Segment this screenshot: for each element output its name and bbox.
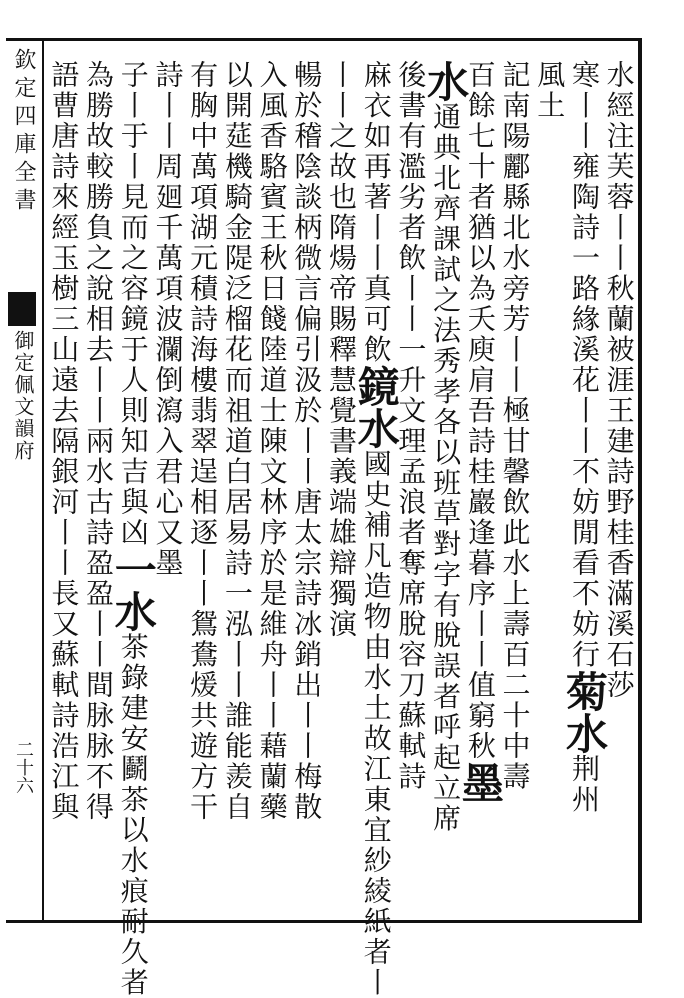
text-column xyxy=(351,60,401,998)
column-text: 入風香駱賓王秋日餞陸道士陳文林序於是維舟丨丨藉蘭藥 xyxy=(255,60,289,823)
text-column xyxy=(184,60,220,823)
column-text: 語曹唐詩來經玉樹三山遠去隔銀河丨丨長又蘇軾詩浩江與 xyxy=(47,60,81,823)
text-column xyxy=(149,60,185,579)
headword: 鏡水 xyxy=(351,365,401,449)
text-column xyxy=(108,60,158,998)
column-text: 詩丨丨周廻千萬項波瀾倒瀉入君心又墨 xyxy=(151,60,185,579)
column-text: 記南陽酈縣北水旁芳丨丨極甘馨飲此水上壽百二十中壽 xyxy=(498,60,532,792)
frame-bottom-line xyxy=(6,920,642,923)
text-column xyxy=(254,60,290,823)
column-text: 暢於稽陰談柄微言偏引汲於丨丨唐太宗詩冰銷出丨丨梅散 xyxy=(290,60,324,823)
fishtail-mark xyxy=(8,292,36,326)
column-text: 後書有濫劣者飲丨丨一升文理孟浪者奪席脫容刀蘇軾詩 xyxy=(394,60,428,792)
text-column xyxy=(323,60,359,640)
column-text: 風土 xyxy=(533,60,567,121)
margin-top-title: 欽定四庫全書 xyxy=(11,48,36,216)
column-text: 通典北齊課試之法秀孝各以班草對字有脫誤者呼起立席 xyxy=(429,102,463,834)
text-column xyxy=(421,60,471,834)
text-column xyxy=(45,60,81,823)
margin-divider-line xyxy=(42,38,44,923)
column-text: 茶錄建安鬬茶以水痕耐久者 xyxy=(116,632,150,998)
column-text: 麻衣如再著丨丨真可飲 xyxy=(359,60,393,365)
column-text: 子丨于丨見而之容鏡于人則知吉與凶 xyxy=(116,60,150,548)
column-text: 國史補凡造物由水土故江東宜紗綾紙者丨 xyxy=(359,449,393,998)
margin-page-number: 二十六 xyxy=(13,740,34,794)
text-column xyxy=(559,60,609,815)
column-text: 有胸中萬項湖元積詩海樓翡翠逞相逐丨丨鴛鴦煖共遊方干 xyxy=(186,60,220,823)
text-column xyxy=(288,60,324,823)
margin-book-title: 御定佩文韻府 xyxy=(11,330,35,462)
text-column xyxy=(455,60,505,804)
text-column xyxy=(219,60,255,823)
column-text: 為勝故較勝負之說相去丨丨兩水古詩盈盈丨丨間脉脉不得 xyxy=(82,60,116,823)
headword: 墨 xyxy=(455,761,505,804)
column-text: 寒丨丨雍陶詩一路緣溪花丨丨不妨閒看不妨行 xyxy=(567,60,601,670)
column-text: 以開莚機騎金隄泛榴花而祖道白居易詩一泓丨丨誰能羨自 xyxy=(220,60,254,823)
frame-right-line xyxy=(638,38,642,923)
text-column xyxy=(497,60,533,792)
text-column xyxy=(601,60,637,701)
headword: 一水 xyxy=(108,548,158,632)
headword: 水 xyxy=(421,60,471,102)
frame-top-line xyxy=(6,38,642,41)
column-text: 百餘七十者猶以為夭庾肩吾詩桂巖逢暮序丨丨值窮秋 xyxy=(463,60,497,762)
column-text: 丨丨之故也隋煬帝賜釋慧覺書義端雄辯獨演 xyxy=(325,60,358,640)
text-column xyxy=(531,60,567,121)
column-text: 荆州 xyxy=(567,754,601,815)
column-text: 水經注芙蓉丨丨秋蘭被涯王建詩野桂香滿溪石莎 xyxy=(602,60,636,701)
text-column xyxy=(80,60,116,823)
headword: 菊水 xyxy=(559,670,609,754)
